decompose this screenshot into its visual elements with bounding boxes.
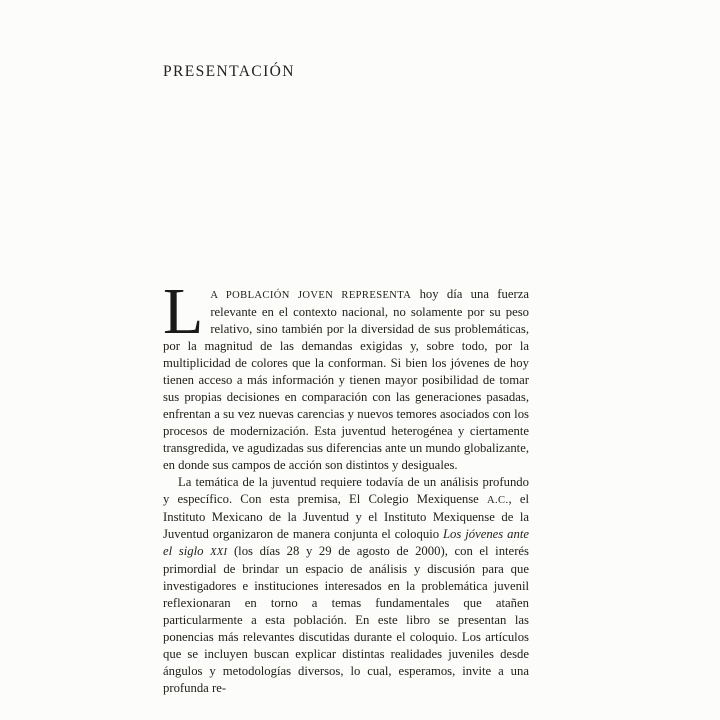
text-block — [163, 64, 529, 697]
paragraph-opening-text: hoy día una fuerza relevante en el contexto nacional, no solamente por su peso relativo, sino también por la diversidad de sus problemáticas, por la magnitud de las demandas exigidas y, sobre todo, por la multiplicidad de colores que la conforman. Si bien los jóvenes de hoy tienen acceso a más información y tienen mayor posibilidad de tomar sus propias decisiones en comparación con las generaciones pasadas, enfrentan a su vez nuevas carencias y nuevos temores asociados con los procesos de modernización. Esta juventud heterogénea y ciertamente transgredida, ve agudizadas sus diferencias ante un mundo globalizante, en donde sus campos de acción son distintos y desiguales. — [163, 287, 529, 472]
paragraph-opening — [163, 275, 529, 474]
smallcaps-lead: A POBLACIÓN JOVEN REPRESENTA — [210, 290, 412, 301]
ac-abbreviation: A.C. — [486, 495, 509, 506]
page-title: PRESENTACIÓN — [163, 63, 295, 80]
drop-cap: L — [163, 275, 204, 348]
colloquium-title-italic: Los jóvenes ante el siglo — [163, 527, 529, 558]
paragraph-second — [163, 474, 529, 697]
paragraph-second-text-after-ac: , el Instituto Mexicano de la Juventud y el Instituto Mexiquense de la Juventud organizaron de manera conjunta el coloquio — [163, 492, 529, 541]
paragraph-second-text-before-ac: La temática de la juventud requiere todavía de un análisis profundo y específico. Con esta premisa, El Colegio Mexiquense — [163, 475, 529, 506]
paragraph-second-text-after-title: (los días 28 y 29 de agosto de 2000), con el interés primordial de brindar un espacio de análisis y discusión para que investigadores e instituciones interesados en la problemática juvenil reflexionaran en torno a temas fundamentales que atañen particularmente a esta población. En este libro se presentan las ponencias más relevantes discutidas durante el coloquio. Los artículos que se incluyen buscan explicar distintas realidades juveniles desde ángulos y metodologías diversos, lo cual, esperamos, invite a una profunda re- — [163, 544, 529, 695]
colloquium-title-roman-numeral: XXI — [210, 547, 228, 558]
